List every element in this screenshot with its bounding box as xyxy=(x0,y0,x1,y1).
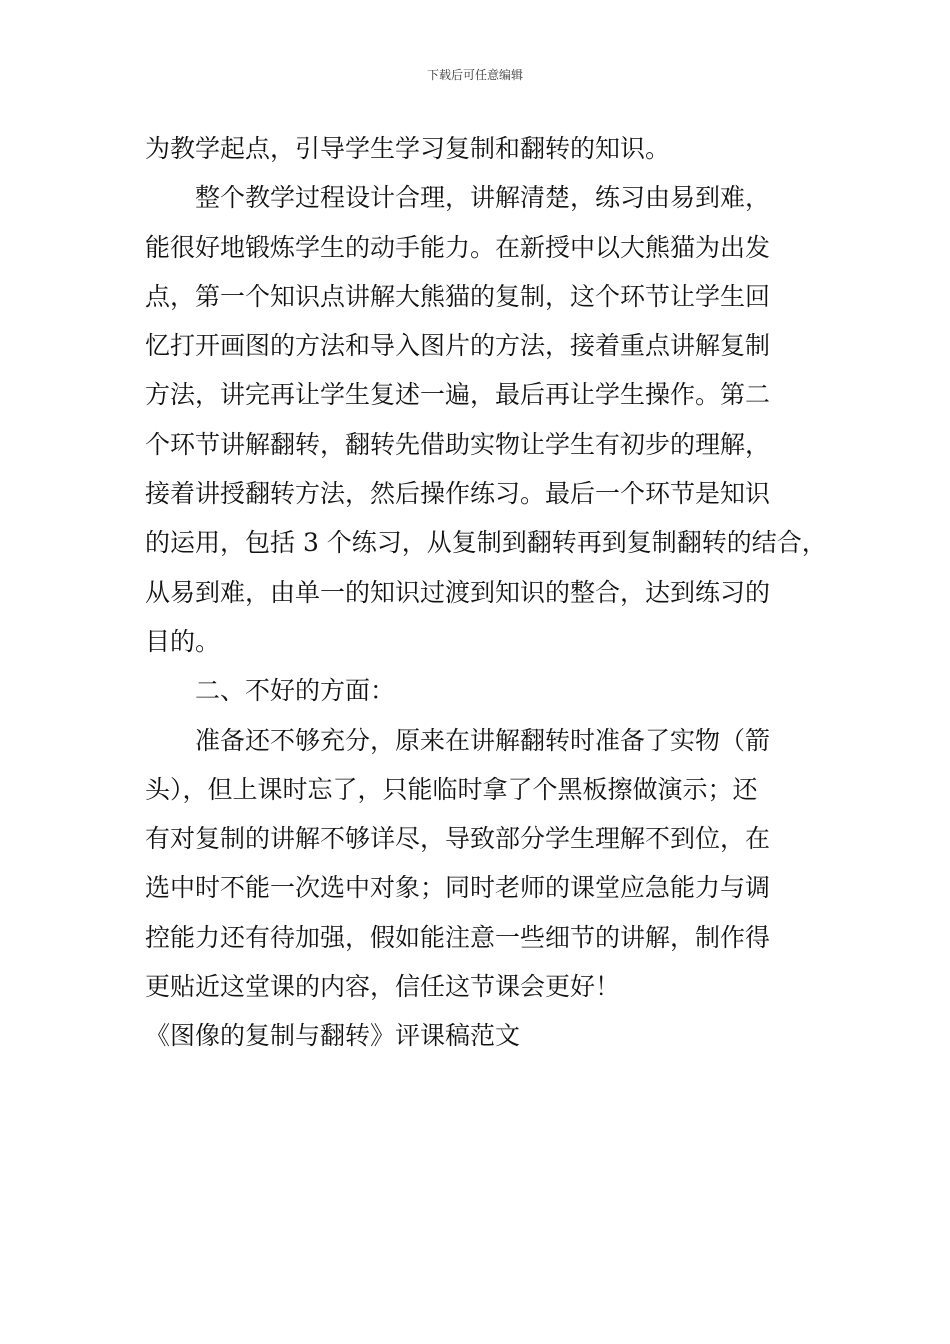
section-heading: 二、不好的方面： xyxy=(195,676,396,706)
text-line: 选中时不能一次选中对象；同时老师的课堂应急能力与调 xyxy=(145,873,771,903)
paragraph-first-line: 整个教学过程设计合理，讲解清楚，练习由易到难， xyxy=(195,183,771,213)
text-line: 方法，讲完再让学生复述一遍，最后再让学生操作。第二 xyxy=(145,380,771,410)
text-line: 头），但上课时忘了，只能临时拿了个黑板擦做演示；还 xyxy=(145,774,758,804)
text-line: 点，第一个知识点讲解大熊猫的复制，这个环节让学生回 xyxy=(145,281,771,311)
document-body xyxy=(145,124,825,1061)
text-line: 有对复制的讲解不够详尽，导致部分学生理解不到位，在 xyxy=(145,824,771,854)
text-line: 能很好地锻炼学生的动手能力。在新授中以大熊猫为出发 xyxy=(145,232,771,262)
text-line: 从易到难，由单一的知识过渡到知识的整合，达到练习的 xyxy=(145,577,771,607)
text-line: 为教学起点，引导学生学习复制和翻转的知识。 xyxy=(145,134,671,163)
text-line: 个环节讲解翻转，翻转先借助实物让学生有初步的理解， xyxy=(145,429,771,459)
text-line: 更贴近这堂课的内容，信任这节课会更好！ xyxy=(145,972,621,1002)
document-title: 《图像的复制与翻转》评课稿范文 xyxy=(145,1021,521,1051)
text-line: 忆打开画图的方法和导入图片的方法，接着重点讲解复制 xyxy=(145,331,771,361)
page-header: 下载后可任意编辑 xyxy=(426,68,523,82)
text-line: 接着讲授翻转方法，然后操作练习。最后一个环节是知识 xyxy=(145,479,771,509)
text-line: 的运用，包括 3 个练习，从复制到翻转再到复制翻转的结合， xyxy=(145,528,827,558)
paragraph-first-line: 准备还不够充分，原来在讲解翻转时准备了实物（箭 xyxy=(195,725,771,755)
text-line: 目的。 xyxy=(145,626,221,656)
text-line: 控能力还有待加强，假如能注意一些细节的讲解，制作得 xyxy=(145,922,771,952)
